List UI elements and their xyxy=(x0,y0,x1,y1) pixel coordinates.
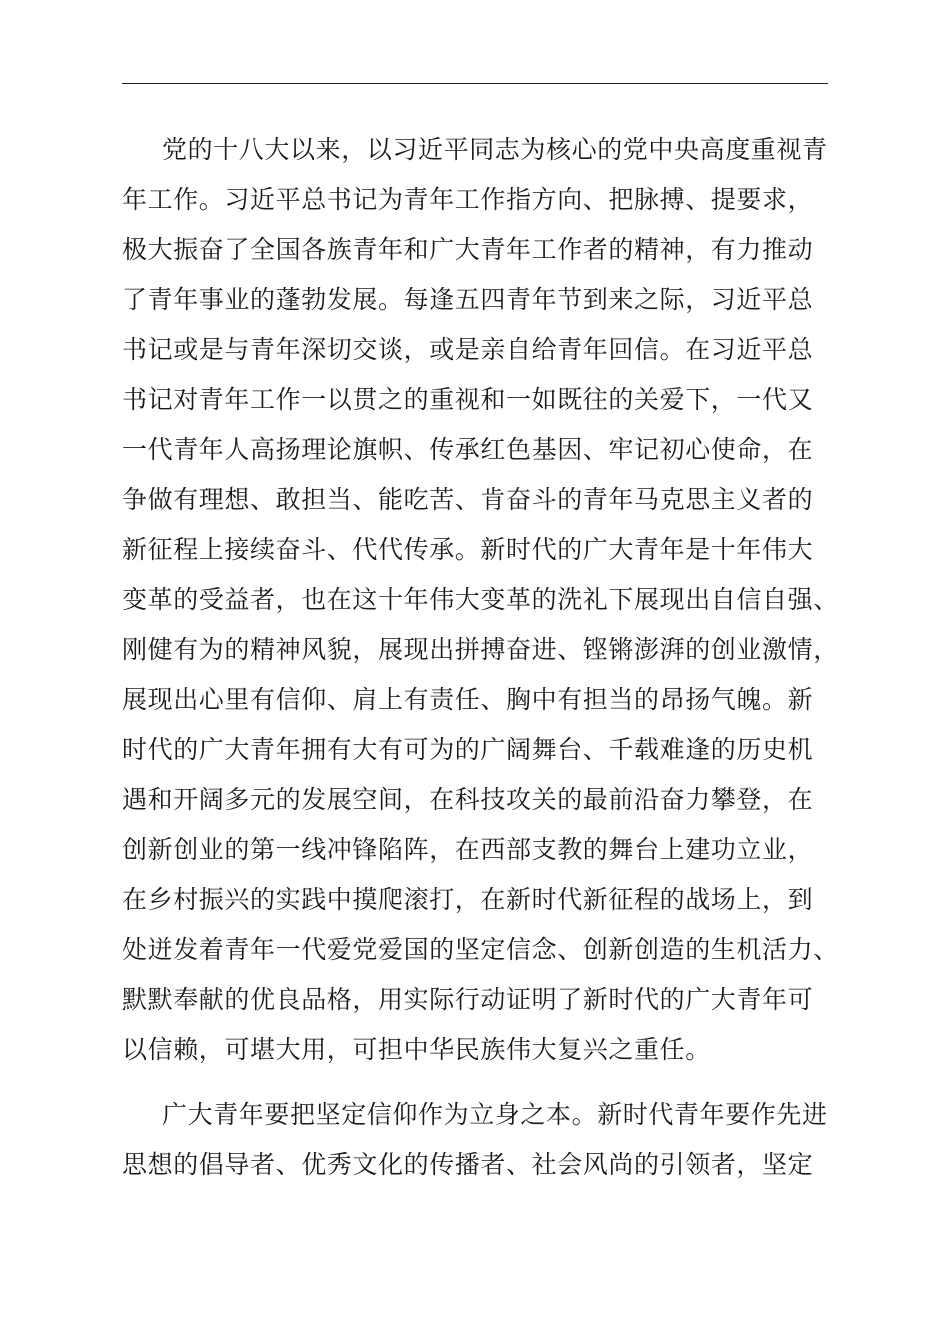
text-line: 变革的受益者，也在这十年伟大变革的洗礼下展现出自信自强、 xyxy=(122,585,839,614)
text-line: 创新创业的第一线冲锋陷阵，在西部支教的舞台上建功立业， xyxy=(122,835,814,864)
text-line: 极大振奋了全国各族青年和广大青年工作者的精神，有力推动 xyxy=(122,235,814,264)
paragraph-1 xyxy=(122,125,842,1075)
text-line: 时代的广大青年拥有大有可为的广阔舞台、千载难逢的历史机 xyxy=(122,735,814,764)
text-line: 刚健有为的精神风貌，展现出拼搏奋进、铿锵澎湃的创业激情， xyxy=(122,635,839,664)
header-rule xyxy=(122,83,828,84)
text-line: 处迸发着青年一代爱党爱国的坚定信念、创新创造的生机活力、 xyxy=(122,935,839,964)
text-line: 广大青年要把坚定信仰作为立身之本。新时代青年要作先进 xyxy=(162,1100,828,1129)
text-line: 思想的倡导者、优秀文化的传播者、社会风尚的引领者，坚定 xyxy=(122,1150,814,1179)
text-line: 新征程上接续奋斗、代代传承。新时代的广大青年是十年伟大 xyxy=(122,535,814,564)
paragraph-2 xyxy=(122,1090,842,1190)
text-line: 默默奉献的优良品格，用实际行动证明了新时代的广大青年可 xyxy=(122,985,814,1014)
text-line: 书记或是与青年深切交谈，或是亲自给青年回信。在习近平总 xyxy=(122,335,814,364)
body-text xyxy=(122,125,842,1190)
text-line: 年工作。习近平总书记为青年工作指方向、把脉搏、提要求， xyxy=(122,185,814,214)
text-line: 了青年事业的蓬勃发展。每逢五四青年节到来之际，习近平总 xyxy=(122,285,814,314)
text-line: 书记对青年工作一以贯之的重视和一如既往的关爱下，一代又 xyxy=(122,385,814,414)
text-line: 展现出心里有信仰、肩上有责任、胸中有担当的昂扬气魄。新 xyxy=(122,685,814,714)
text-line: 在乡村振兴的实践中摸爬滚打，在新时代新征程的战场上，到 xyxy=(122,885,814,914)
text-line: 党的十八大以来，以习近平同志为核心的党中央高度重视青 xyxy=(162,135,828,164)
text-line: 一代青年人高扬理论旗帜、传承红色基因、牢记初心使命，在 xyxy=(122,435,814,464)
paragraph-spacer xyxy=(122,1075,842,1090)
text-line: 遇和开阔多元的发展空间，在科技攻关的最前沿奋力攀登，在 xyxy=(122,785,814,814)
text-line: 争做有理想、敢担当、能吃苦、肯奋斗的青年马克思主义者的 xyxy=(122,485,814,514)
text-line: 以信赖，可堪大用，可担中华民族伟大复兴之重任。 xyxy=(122,1035,711,1064)
